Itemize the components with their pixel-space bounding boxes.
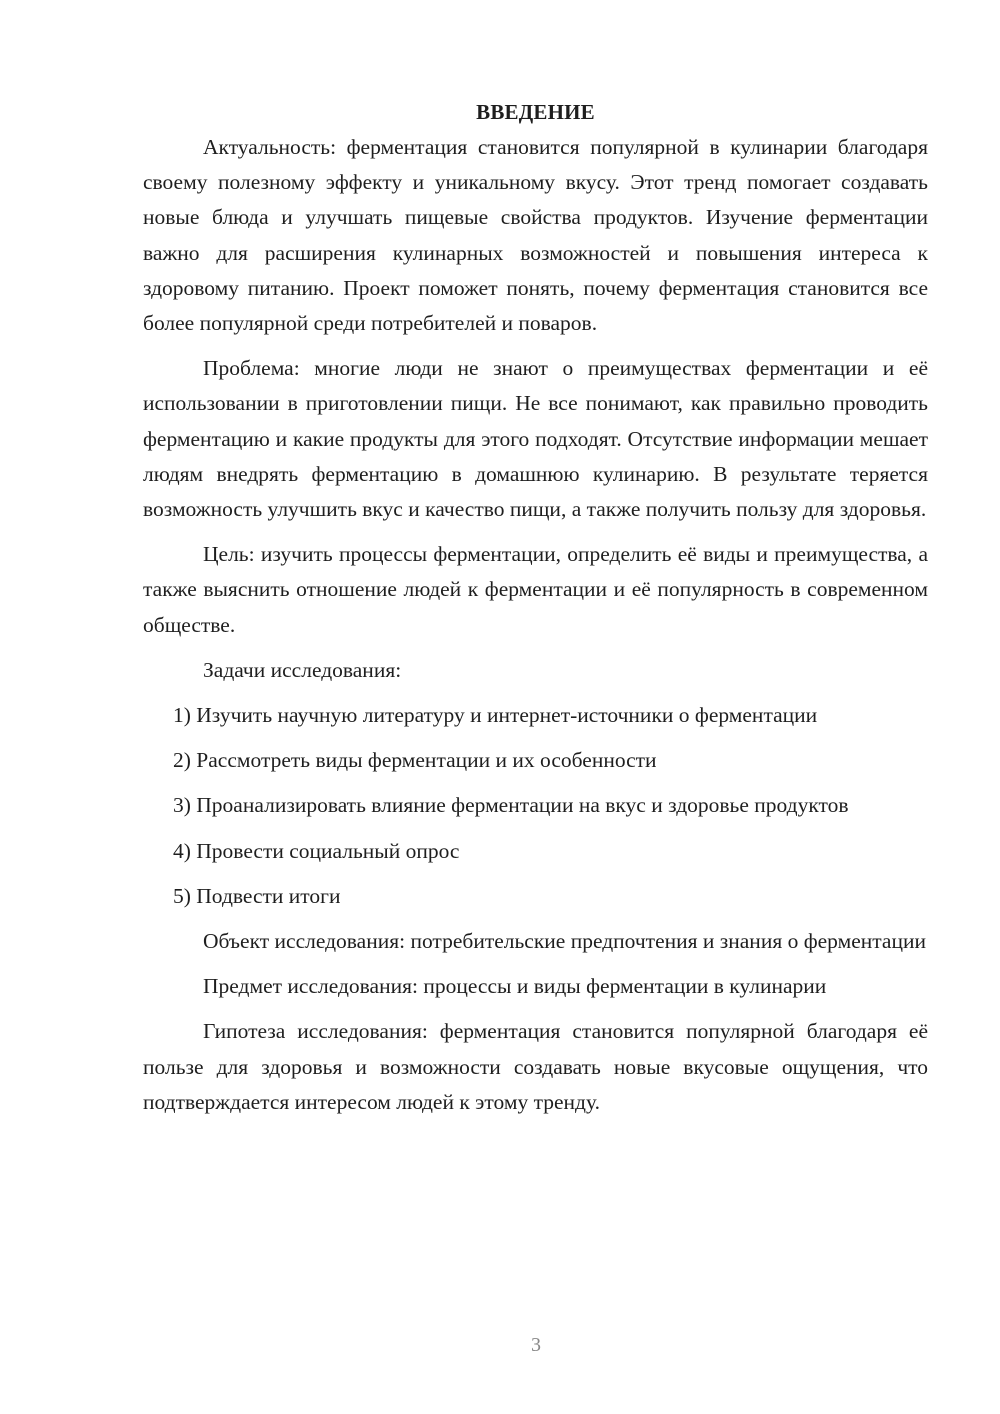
tasks-heading: Задачи исследования: (203, 657, 402, 682)
task-item: 5) Подвести итоги (173, 883, 341, 908)
relevance-paragraph: Актуальность: ферментация становится популярной в кулинарии благодаря своему полезному эффекту и уникальному вкусу. Этот тренд помогает создавать новые блюда и улучшать пищевые свойства продуктов. Изучение ферментации важно для расширения кулинарных возможностей и повышения интереса к здоровому питанию. Проект поможет понять, почему ферментация становится все более популярной среди потребителей и поваров. (143, 135, 928, 336)
task-item: 4) Провести социальный опрос (173, 838, 460, 863)
goal-paragraph: Цель: изучить процессы ферментации, определить её виды и преимущества, а также выяснить отношение людей к ферментации и её популярность в современном обществе. (143, 542, 928, 637)
page-number: 3 (531, 1334, 541, 1356)
page-content (143, 95, 928, 1120)
object-paragraph: Объект исследования: потребительские предпочтения и знания о ферментации (203, 929, 926, 954)
subject-paragraph: Предмет исследования: процессы и виды ферментации в кулинарии (203, 974, 827, 999)
task-item: 3) Проанализировать влияние ферментации на вкус и здоровье продуктов (173, 793, 849, 818)
problem-paragraph: Проблема: многие люди не знают о преимуществах ферментации и её использовании в приготовлении пищи. Не все понимают, как правильно проводить ферментацию и какие продукты для этого подходят. Отсутствие информации мешает людям внедрять ферментацию в домашнюю кулинарию. В результате теряется возможность улучшить вкус и качество пищи, а также получить пользу для здоровья. (143, 356, 928, 522)
task-item: 2) Рассмотреть виды ферментации и их особенности (173, 748, 657, 773)
section-title: ВВЕДЕНИЕ (476, 100, 595, 124)
tasks-list (143, 698, 928, 914)
hypothesis-paragraph: Гипотеза исследования: ферментация становится популярной благодаря её пользе для здоровья и возможности создавать новые вкусовые ощущения, что подтверждается интересом людей к этому тренду. (143, 1019, 928, 1114)
task-item: 1) Изучить научную литературу и интернет-источники о ферментации (173, 703, 818, 728)
